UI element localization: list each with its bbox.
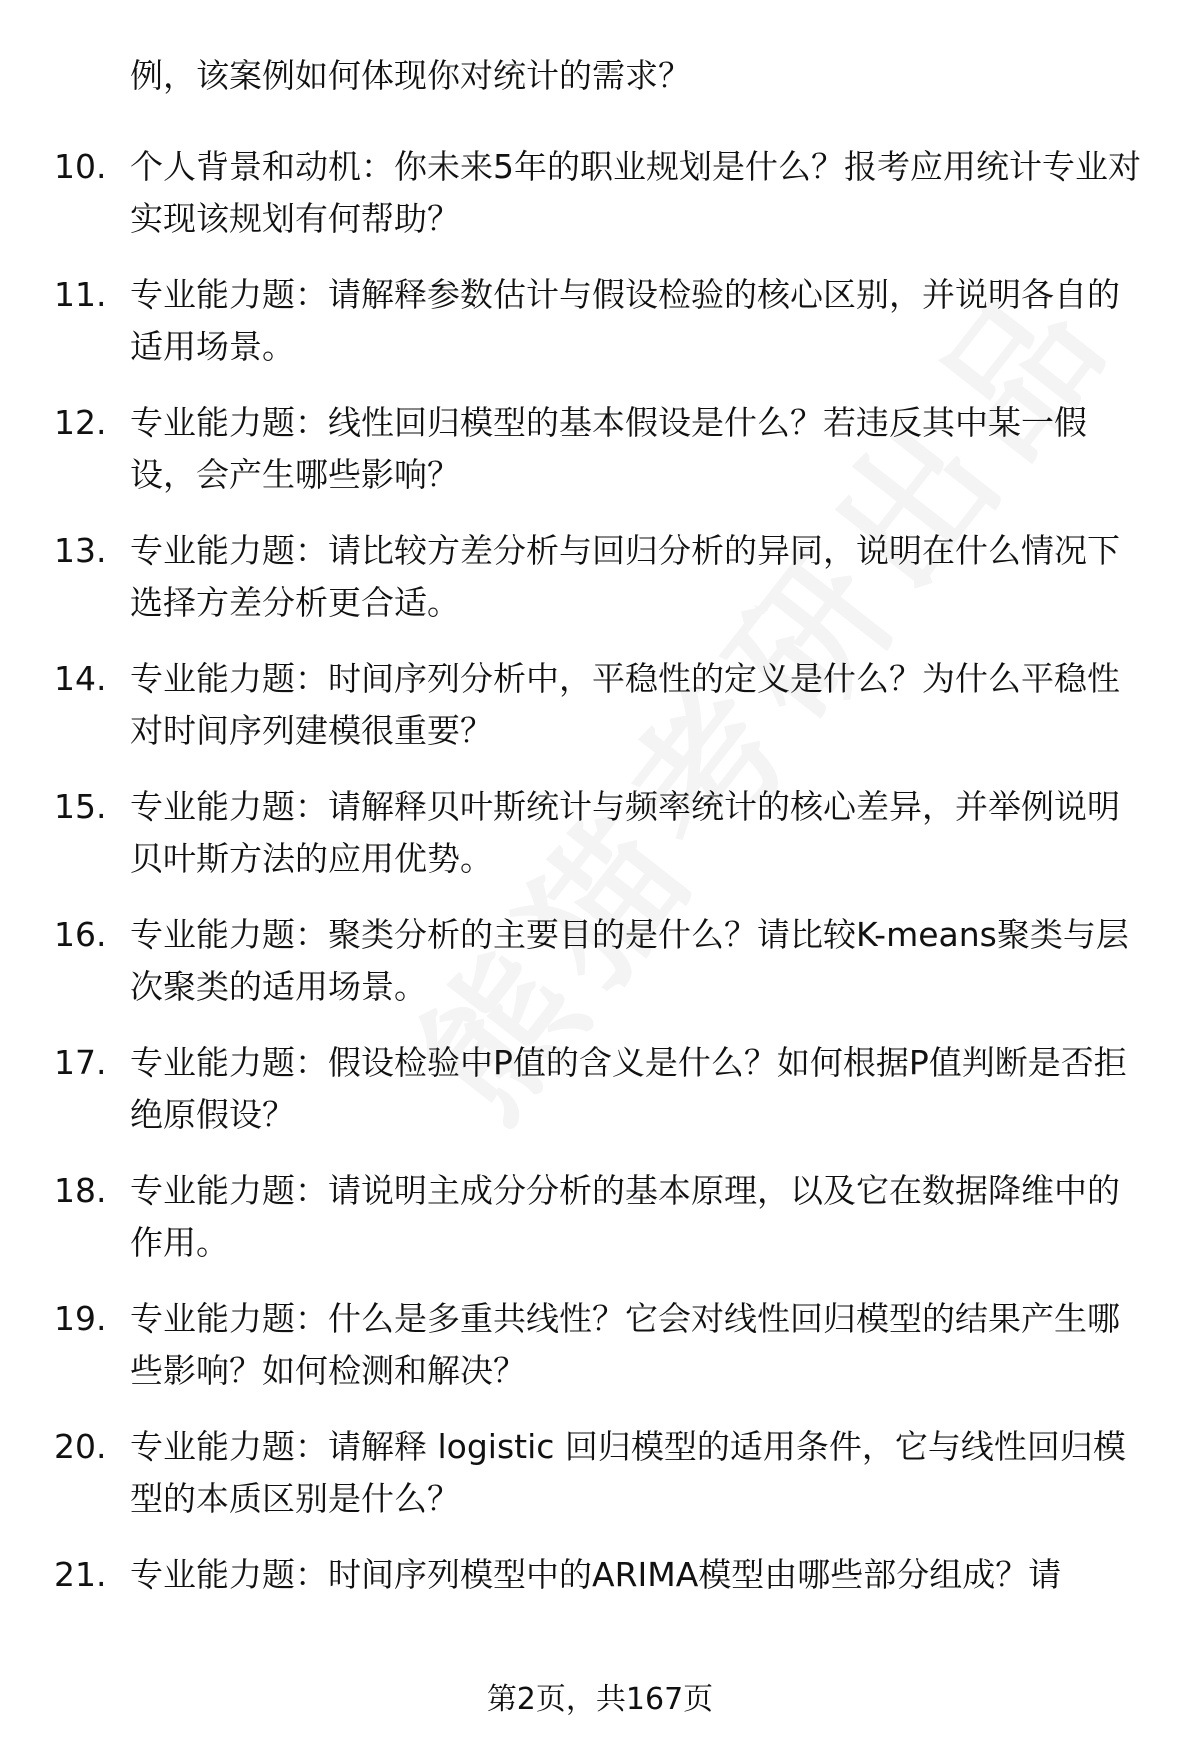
item-text: 专业能力题：什么是多重共线性？它会对线性回归模型的结果产生哪些影响？如何检测和解决？ [130, 1299, 1120, 1390]
list-item [0, 141, 1200, 269]
item-text: 专业能力题：请解释贝叶斯统计与频率统计的核心差异，并举例说明贝叶斯方法的应用优势。 [130, 787, 1120, 878]
item-text: 专业能力题：请说明主成分分析的基本原理，以及它在数据降维中的作用。 [130, 1171, 1120, 1262]
list-item [0, 1421, 1200, 1549]
list-item [0, 781, 1200, 909]
list-item [0, 1293, 1200, 1421]
item-number: 21. [54, 1555, 107, 1594]
list-item [0, 1165, 1200, 1293]
list-item [0, 525, 1200, 653]
item-number: 19. [54, 1299, 107, 1338]
page-footer: 第2页，共167页 [486, 1682, 714, 1717]
list-item [0, 269, 1200, 397]
item-text: 个人背景和动机：你未来5年的职业规划是什么？报考应用统计专业对实现该规划有何帮助？ [130, 147, 1141, 238]
item-text: 专业能力题：请比较方差分析与回归分析的异同，说明在什么情况下选择方差分析更合适。 [130, 531, 1120, 622]
item-number: 20. [54, 1427, 107, 1466]
item-text: 专业能力题：时间序列模型中的ARIMA模型由哪些部分组成？请 [130, 1555, 1062, 1594]
item-number: 14. [54, 659, 107, 698]
item-number: 17. [54, 1043, 107, 1082]
list-item [0, 1549, 1200, 1677]
item-number: 10. [54, 147, 107, 186]
continued-text: 例，该案例如何体现你对统计的需求？ [130, 56, 691, 95]
item-text: 专业能力题：假设检验中P值的含义是什么？如何根据P值判断是否拒绝原假设？ [130, 1043, 1127, 1134]
item-number: 12. [54, 403, 107, 442]
item-number: 13. [54, 531, 107, 570]
item-text: 专业能力题：请解释 logistic 回归模型的适用条件，它与线性回归模型的本质区别是什么？ [130, 1427, 1126, 1518]
question-list [0, 141, 1200, 1677]
item-number: 18. [54, 1171, 107, 1210]
item-text: 专业能力题：请解释参数估计与假设检验的核心区别，并说明各自的适用场景。 [130, 275, 1120, 366]
item-text: 专业能力题：线性回归模型的基本假设是什么？若违反其中某一假设，会产生哪些影响？ [130, 403, 1087, 494]
item-number: 16. [54, 915, 107, 954]
item-text: 专业能力题：聚类分析的主要目的是什么？请比较K-means聚类与层次聚类的适用场景。 [130, 915, 1129, 1006]
list-item [0, 909, 1200, 1037]
list-item [0, 397, 1200, 525]
item-number: 11. [54, 275, 107, 314]
item-text: 专业能力题：时间序列分析中，平稳性的定义是什么？为什么平稳性对时间序列建模很重要？ [130, 659, 1120, 750]
list-item [0, 653, 1200, 781]
item-number: 15. [54, 787, 107, 826]
list-item [0, 1037, 1200, 1165]
